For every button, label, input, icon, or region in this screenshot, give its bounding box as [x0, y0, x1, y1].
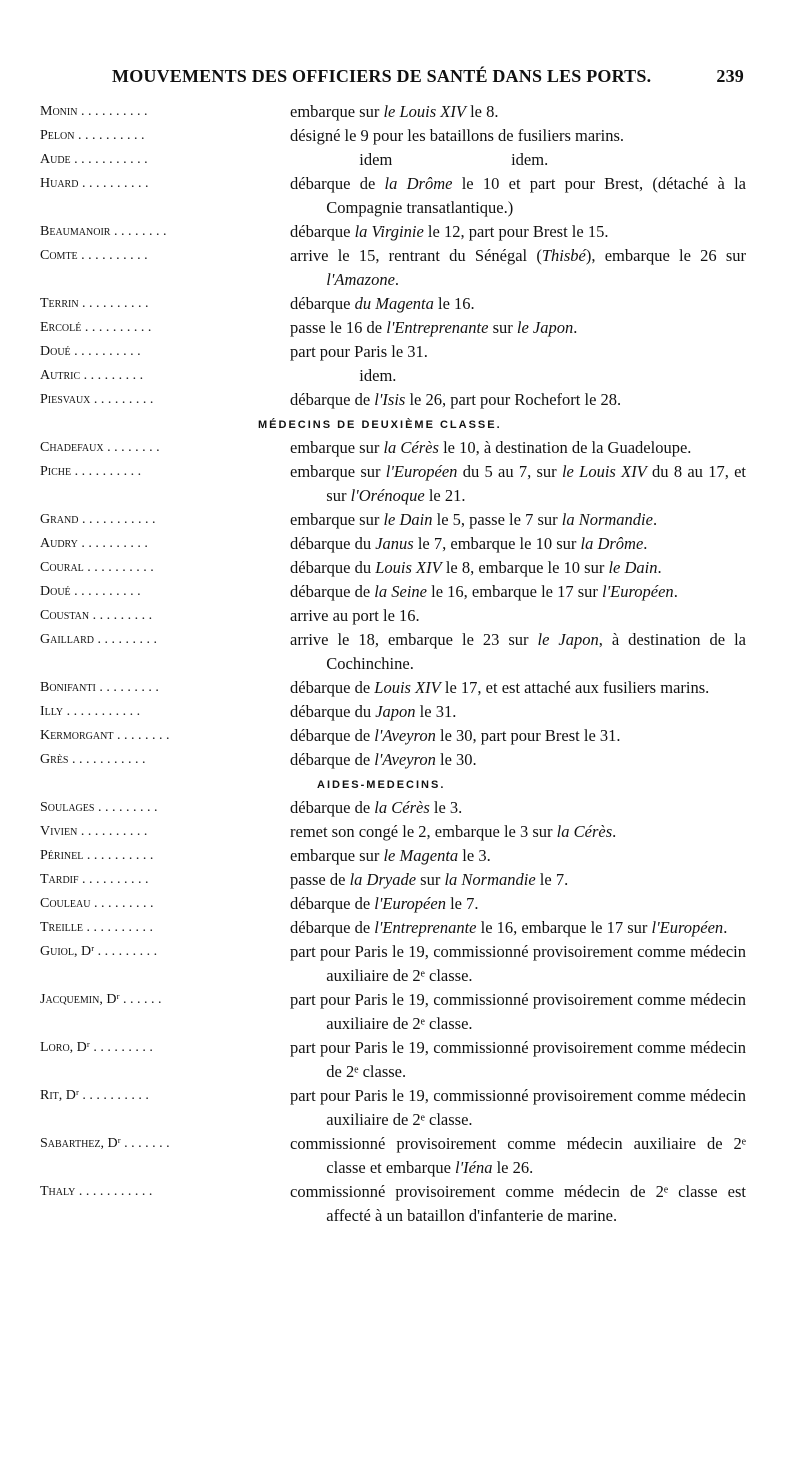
officer-name: Loro, Dʳ . . . . . . . . .: [40, 1040, 153, 1055]
movement-description: idem idem.: [359, 150, 549, 169]
officer-name: Kermorgant . . . . . . . .: [40, 728, 170, 743]
list-item: [40, 676, 746, 700]
officer-name: Coustan . . . . . . . . .: [40, 608, 153, 623]
officer-name: Soulages . . . . . . . . .: [40, 800, 158, 815]
movement-description: débarque de Louis XIV le 17, et est attaché aux fusiliers marins.: [290, 678, 710, 697]
list-item: [40, 916, 746, 940]
officer-name: Tardif . . . . . . . . . .: [40, 872, 149, 887]
officer-name: Illy . . . . . . . . . . .: [40, 704, 141, 719]
movement-description: arrive au port le 16.: [290, 606, 420, 625]
list-item: [40, 796, 746, 820]
officer-name: Ercolé . . . . . . . . . .: [40, 320, 152, 335]
officer-name: Doué . . . . . . . . . .: [40, 584, 141, 599]
movement-description: débarque de l'Aveyron le 30, part pour Brest le 31.: [290, 726, 621, 745]
movement-description: débarque de l'Isis le 26, part pour Rochefort le 28.: [290, 390, 622, 409]
movement-description: débarque du Magenta le 16.: [290, 294, 475, 313]
section-heading: MÉDECINS DE DEUXIÈME CLASSE.: [258, 419, 502, 431]
list-item: [40, 1036, 746, 1084]
list-item: [40, 532, 746, 556]
list-item: [40, 556, 746, 580]
officer-name: Sabarthez, Dʳ . . . . . . .: [40, 1136, 170, 1151]
list-item: [40, 100, 746, 124]
movement-description: part pour Paris le 19, commissionné provisoirement comme médecin de 2ᵉ classe.: [290, 1038, 746, 1081]
movement-description: commissionné provisoirement comme médecin de 2ᵉ classe est affecté à un bataillon d'infanterie de marine.: [290, 1182, 746, 1225]
officer-name: Piesvaux . . . . . . . . .: [40, 392, 154, 407]
movement-description: désigné le 9 pour les bataillons de fusiliers marins.: [290, 126, 625, 145]
list-item: [40, 124, 746, 148]
officer-name: Guiol, Dʳ . . . . . . . . .: [40, 944, 158, 959]
officer-name: Aude . . . . . . . . . . .: [40, 152, 148, 167]
officer-name: Gaillard . . . . . . . . .: [40, 632, 157, 647]
list-item: [40, 460, 746, 508]
movement-description: débarque du Louis XIV le 8, embarque le 10 sur le Dain.: [290, 558, 662, 577]
officer-name: Couleau . . . . . . . . .: [40, 896, 154, 911]
list-item: [40, 1084, 746, 1132]
officer-name: Jacquemin, Dʳ . . . . . .: [40, 992, 162, 1007]
officer-name: Comte . . . . . . . . . .: [40, 248, 148, 263]
list-item: [40, 892, 746, 916]
movement-description: passe de la Dryade sur la Normandie le 7.: [290, 870, 569, 889]
list-item: [40, 988, 746, 1036]
entries-list: [40, 100, 746, 1228]
officer-name: Doué . . . . . . . . . .: [40, 344, 141, 359]
list-item: [40, 820, 746, 844]
list-item: [40, 844, 746, 868]
list-item: [40, 1180, 746, 1228]
movement-description: arrive le 18, embarque le 23 sur le Japon, à destination de la Cochinchine.: [290, 630, 746, 673]
running-header: [112, 66, 744, 87]
movement-description: remet son congé le 2, embarque le 3 sur la Cérès.: [290, 822, 617, 841]
list-item: [40, 340, 746, 364]
officer-name: Audry . . . . . . . . . .: [40, 536, 148, 551]
movement-description: idem.: [359, 366, 397, 385]
movement-description: embarque sur la Cérès le 10, à destination de la Guadeloupe.: [290, 438, 692, 457]
movement-description: embarque sur l'Européen du 5 au 7, sur le Louis XIV du 8 au 17, et sur l'Orénoque le 21.: [290, 462, 747, 505]
movement-description: arrive le 15, rentrant du Sénégal (Thisbé), embarque le 26 sur l'Amazone.: [290, 246, 746, 289]
list-item: [40, 700, 746, 724]
list-item: [40, 388, 746, 412]
movement-description: embarque sur le Dain le 5, passe le 7 sur la Normandie.: [290, 510, 658, 529]
movement-description: débarque de l'Entreprenante le 16, embarque le 17 sur l'Européen.: [290, 918, 728, 937]
movement-description: débarque de la Drôme le 10 et part pour Brest, (détaché à la Compagnie transatlantique.): [290, 174, 746, 217]
officer-name: Beaumanoir . . . . . . . .: [40, 224, 167, 239]
officer-name: Terrin . . . . . . . . . .: [40, 296, 149, 311]
list-item: [40, 364, 746, 388]
movement-description: commissionné provisoirement comme médecin auxiliaire de 2ᵉ classe et embarque l'Iéna le 26.: [290, 1134, 746, 1177]
list-item: [40, 220, 746, 244]
list-item: [40, 172, 746, 220]
movement-description: débarque de la Seine le 16, embarque le 17 sur l'Européen.: [290, 582, 678, 601]
officer-name: Grand . . . . . . . . . . .: [40, 512, 156, 527]
list-item: [40, 868, 746, 892]
list-item: [40, 604, 746, 628]
list-item: [40, 292, 746, 316]
officer-name: Piche . . . . . . . . . .: [40, 464, 142, 479]
page-number: 239: [716, 66, 744, 86]
officer-name: Monin . . . . . . . . . .: [40, 104, 148, 119]
officer-name: Huard . . . . . . . . . .: [40, 176, 149, 191]
movement-description: débarque de la Cérès le 3.: [290, 798, 463, 817]
list-item: [40, 244, 746, 292]
officer-name: Treille . . . . . . . . . .: [40, 920, 153, 935]
page-title: MOUVEMENTS DES OFFICIERS DE SANTÉ DANS LES PORTS.: [112, 66, 652, 86]
movement-description: passe le 16 de l'Entreprenante sur le Japon.: [290, 318, 578, 337]
movement-description: part pour Paris le 19, commissionné provisoirement comme médecin auxiliaire de 2ᵉ classe.: [290, 990, 746, 1033]
list-item: [40, 940, 746, 988]
movement-description: part pour Paris le 31.: [290, 342, 428, 361]
list-item: [40, 436, 746, 460]
list-item: [40, 316, 746, 340]
officer-name: Bonifanti . . . . . . . . .: [40, 680, 159, 695]
section-heading: AIDES-MEDECINS.: [317, 779, 446, 791]
movement-description: débarque de l'Aveyron le 30.: [290, 750, 477, 769]
movement-description: part pour Paris le 19, commissionné provisoirement comme médecin auxiliaire de 2ᵉ classe.: [290, 1086, 746, 1129]
officer-name: Grès . . . . . . . . . . .: [40, 752, 146, 767]
officer-name: Vivien . . . . . . . . . .: [40, 824, 148, 839]
movement-description: embarque sur le Magenta le 3.: [290, 846, 491, 865]
officer-name: Pelon . . . . . . . . . .: [40, 128, 145, 143]
movement-description: débarque du Japon le 31.: [290, 702, 457, 721]
list-item: [40, 148, 746, 172]
list-item: [40, 580, 746, 604]
movement-description: débarque la Virginie le 12, part pour Brest le 15.: [290, 222, 609, 241]
officer-name: Autric . . . . . . . . .: [40, 368, 144, 383]
movement-description: débarque du Janus le 7, embarque le 10 sur la Drôme.: [290, 534, 648, 553]
list-item: [40, 724, 746, 748]
list-item: [40, 1132, 746, 1180]
officer-name: Thaly . . . . . . . . . . .: [40, 1184, 153, 1199]
officer-name: Périnel . . . . . . . . . .: [40, 848, 154, 863]
officer-name: Chadefaux . . . . . . . .: [40, 440, 160, 455]
list-item: [40, 748, 746, 772]
officer-name: Rit, Dʳ . . . . . . . . . .: [40, 1088, 149, 1103]
list-item: [40, 508, 746, 532]
movement-description: débarque de l'Européen le 7.: [290, 894, 479, 913]
movement-description: embarque sur le Louis XIV le 8.: [290, 102, 499, 121]
list-item: [40, 628, 746, 676]
officer-name: Coural . . . . . . . . . .: [40, 560, 154, 575]
movement-description: part pour Paris le 19, commissionné provisoirement comme médecin auxiliaire de 2ᵉ classe.: [290, 942, 746, 985]
